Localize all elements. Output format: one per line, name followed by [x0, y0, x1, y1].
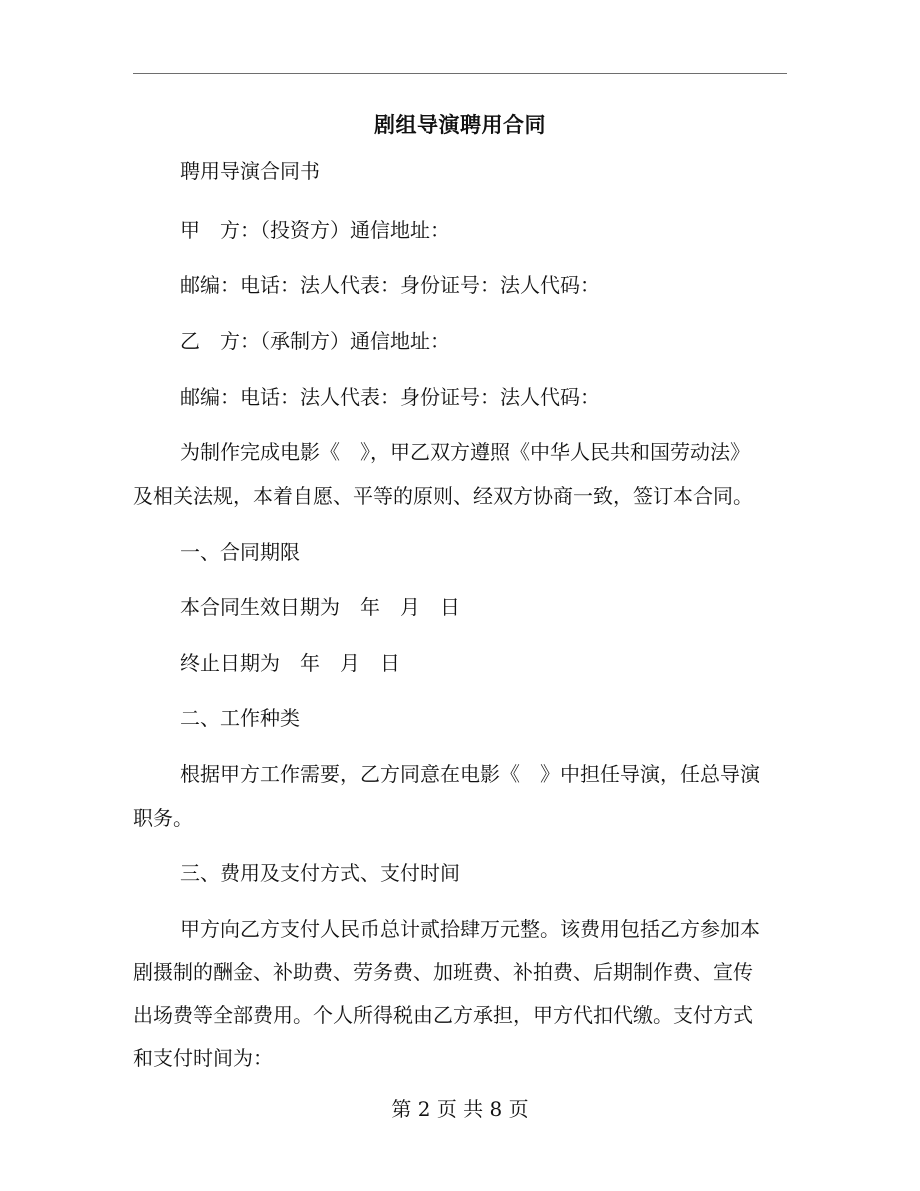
start-date-line: 本合同生效日期为 年 月 日 [180, 595, 460, 619]
work-type-line: 根据甲方工作需要，乙方同意在电影《 》中担任导演，任总导演 [180, 762, 760, 786]
party-b-line: 乙 方：（承制方）通信地址： [180, 329, 450, 353]
header-rule [133, 73, 787, 74]
payment-line: 剧摄制的酬金、补助费、劳务费、加班费、补拍费、后期制作费、宣传 [133, 960, 753, 984]
subtitle-line: 聘用导演合同书 [180, 159, 320, 183]
payment-line: 甲方向乙方支付人民币总计贰拾肆万元整。该费用包括乙方参加本 [180, 917, 760, 941]
end-date-line: 终止日期为 年 月 日 [180, 651, 400, 675]
section-heading-payment: 三、费用及支付方式、支付时间 [180, 861, 460, 885]
section-heading-term: 一、合同期限 [180, 540, 300, 564]
page-number: 第 2 页 共 8 页 [391, 1097, 529, 1121]
payment-line: 和支付时间为： [133, 1046, 273, 1070]
party-a-line: 甲 方：（投资方）通信地址： [180, 218, 450, 242]
payment-line: 出场费等全部费用。个人所得税由乙方承担，甲方代扣代缴。支付方式 [133, 1003, 753, 1027]
document-title: 剧组导演聘用合同 [374, 112, 546, 137]
preamble-line: 为制作完成电影《 》，甲乙双方遵照《中华人民共和国劳动法》 [180, 440, 750, 464]
work-type-line: 职务。 [133, 806, 193, 830]
party-b-details-line: 邮编：电话：法人代表：身份证号：法人代码： [180, 385, 600, 409]
section-heading-work-type: 二、工作种类 [180, 706, 300, 730]
preamble-line: 及相关法规，本着自愿、平等的原则、经双方协商一致，签订本合同。 [133, 484, 753, 508]
party-a-details-line: 邮编：电话：法人代表：身份证号：法人代码： [180, 273, 600, 297]
